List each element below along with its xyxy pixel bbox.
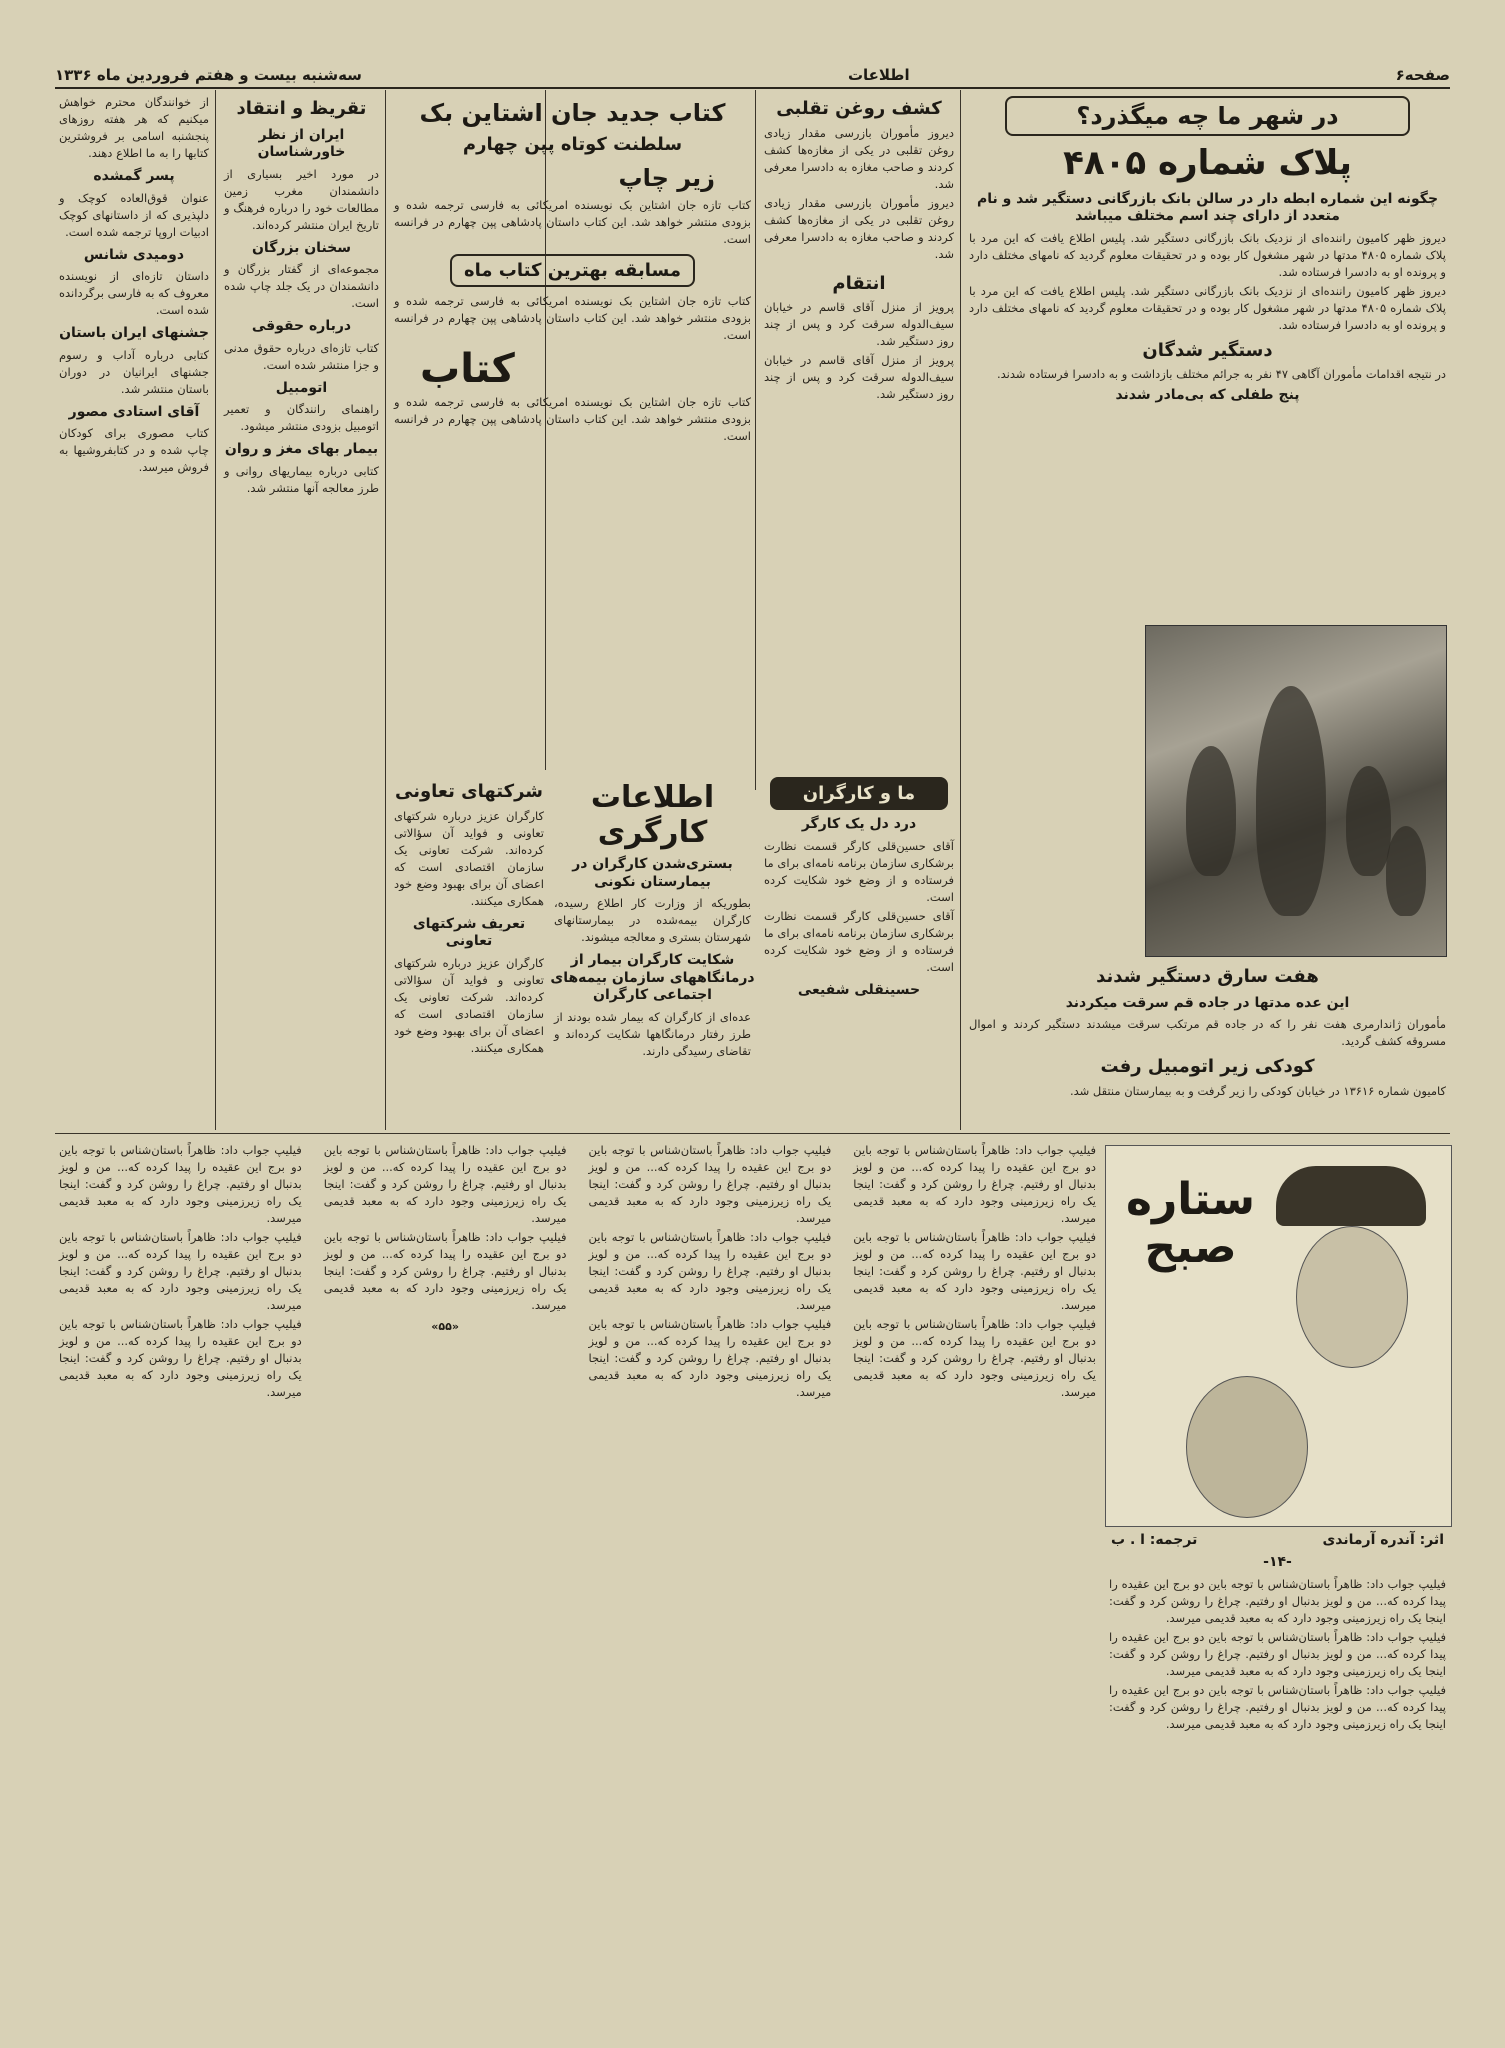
serial-translator: ترجمه: ا . ب (1111, 1532, 1198, 1548)
far-left-title-3: آقای استادی مصور (68, 403, 200, 420)
face-icon (1296, 1226, 1408, 1368)
photo-caption: پنج طفلی که بی‌مادر شدند (1115, 387, 1300, 403)
date-line: سه‌شنبه بیست و هفتم فروردین ماه ۱۳۳۶ (55, 66, 362, 84)
section-rule (55, 1133, 1450, 1134)
serial-col-4-text: فیلیپ جواب داد: ظاهراً باستان‌شناس با توجه باین دو برج این عقیده را پیدا کرده که... من و لویز بدنبال او رفتیم. چراغ را روشن کرد و گفت: اینجا یک راه زیرزمینی وجود دارد که به معبد قدیمی میرسد. (59, 1143, 302, 1225)
under-print-label: زیر چاپ (618, 163, 715, 192)
books-headline: کتاب جدید جان اشتاین بک (419, 99, 726, 127)
revenge-body: پرویز از منزل آقای قاسم در خیابان سیف‌الدوله سرقت کرد و پس از چند روز دستگیر شد. (764, 300, 954, 348)
serial-col-4-text-c: فیلیپ جواب داد: ظاهراً باستان‌شناس با توجه باین دو برج این عقیده را پیدا کرده که... من و لویز بدنبال او رفتیم. چراغ را روشن کرد و گفت: اینجا یک راه زیرزمینی وجود دارد که به معبد قدیمی میرسد. (59, 1317, 302, 1399)
serial-logo-line2: صبح (1144, 1222, 1237, 1274)
workers-box-column (760, 775, 958, 1130)
books-body-more: کتاب تازه جان اشتاین بک نویسنده امریکائی به فارسی ترجمه شده و بزودی منتشر خواهد شد. این کتاب داستان پادشاهی پپن چهارم در فرانسه است. (394, 394, 751, 443)
books-body-cont: کتاب تازه جان اشتاین بک نویسنده امریکائی به فارسی ترجمه شده و بزودی منتشر خواهد شد. این کتاب داستان پادشاهی پپن چهارم در فرانسه است. (394, 293, 751, 342)
serial-col-2-text-b: فیلیپ جواب داد: ظاهراً باستان‌شناس با توجه باین دو برج این عقیده را پیدا کرده که... من و لویز بدنبال او رفتیم. چراغ را روشن کرد و گفت: اینجا یک راه زیرزمینی وجود دارد که به معبد قدیمی میرسد. (588, 1230, 832, 1312)
serial-col-1 (849, 1140, 1100, 2030)
we-workers-headline: درد دل یک کارگر (801, 816, 917, 832)
coop-headline: شرکتهای تعاونی (395, 781, 543, 802)
thieves-body: مأموران ژاندارمری هفت نفر را که در جاده قم مرتکب سرقت میشدند دستگیر کردند و اموال مسروقه کشف گردید. (969, 1017, 1446, 1048)
labor-body-2: عده‌ای از کارگران که بیمار شده بودند از طرز رفتار درمانگاهها شکایت کرده‌اند و تقاضای رسیدگی دارند. (554, 1009, 751, 1058)
review-title-4: بیمار بهای مغز و روان (224, 441, 379, 457)
column-rule (385, 90, 386, 1130)
we-workers-signature: حسینقلی شفیعی (797, 981, 921, 998)
reviews-headline: تقریظ و انتقاد (236, 98, 367, 119)
child-headline: کودکی زیر اتومبیل رفت (1100, 1056, 1315, 1077)
serial-col-2-text-c: فیلیپ جواب داد: ظاهراً باستان‌شناس با توجه باین دو برج این عقیده را پیدا کرده که... من و لویز بدنبال او رفتیم. چراغ را روشن کرد و گفت: اینجا یک راه زیرزمینی وجود دارد که به معبد قدیمی میرسد. (588, 1317, 832, 1399)
serial-col-3-text: فیلیپ جواب داد: ظاهراً باستان‌شناس با توجه باین دو برج این عقیده را پیدا کرده که... من و لویز بدنبال او رفتیم. چراغ را روشن کرد و گفت: اینجا یک راه زیرزمینی وجود دارد که به معبد قدیمی میرسد. (323, 1143, 567, 1225)
review-body-3: راهنمای رانندگان و تعمیر اتومبیل بزودی منتشر میشود. (224, 402, 379, 433)
labor-news-column (550, 780, 755, 1130)
children-photo (1145, 625, 1447, 957)
far-left-body-0: عنوان قوق‌العاده کوچک و دلپذیری که از داستانهای کوچک ادبیات اروپا ترجمه شده است. (59, 190, 209, 239)
we-workers-body-cont: آقای حسین‌قلی کارگر قسمت نظارت برشکاری سازمان برنامه نامه‌ای برای ما فرستاده و از وضع خود شکایت کرده است. (764, 908, 954, 974)
books-body: کتاب تازه جان اشتاین بک نویسنده امریکائی به فارسی ترجمه شده و بزودی منتشر خواهد شد. این کتاب داستان پادشاهی پپن چهارم در فرانسه است. (394, 197, 751, 246)
paper-name: اطلاعات (847, 66, 910, 84)
serial-body-more: فیلیپ جواب داد: ظاهراً باستان‌شناس با توجه باین دو برج این عقیده را پیدا کرده که... من و لویز بدنبال او رفتیم. چراغ را روشن کرد و گفت: اینجا یک راه زیرزمینی وجود دارد که به معبد قدیمی میرسد. (1109, 1682, 1446, 1731)
city-banner: در شهر ما چه میگذرد؟ (1005, 96, 1410, 136)
coop-sub1: تعریف شرکتهای تعاونی (412, 915, 526, 949)
serial-col-3 (320, 1140, 571, 2030)
police-column (760, 92, 958, 792)
oil-body-cont: دیروز مأموران بازرسی مقدار زیادی روغن تقلبی در یکی از مغازه‌ها کشف کردند و صاحب مغازه به دادسرا معرفی شد. (764, 195, 954, 261)
revenge-headline: انتقام (832, 272, 886, 294)
oil-body: دیروز مأموران بازرسی مقدار زیادی روغن تقلبی در یکی از مغازه‌ها کشف کردند و صاحب مغازه به دادسرا معرفی شد. (764, 125, 954, 191)
serial-col-2 (585, 1140, 836, 2030)
column-rule (215, 90, 216, 1130)
serial-col-1-text-b: فیلیپ جواب داد: ظاهراً باستان‌شناس با توجه باین دو برج این عقیده را پیدا کرده که... من و لویز بدنبال او رفتیم. چراغ را روشن کرد و گفت: اینجا یک راه زیرزمینی وجود دارد که به معبد قدیمی میرسد. (853, 1230, 1096, 1312)
masthead-bar (55, 58, 1450, 89)
serial-col-1-text-c: فیلیپ جواب داد: ظاهراً باستان‌شناس با توجه باین دو برج این عقیده را پیدا کرده که... من و لویز بدنبال او رفتیم. چراغ را روشن کرد و گفت: اینجا یک راه زیرزمینی وجود دارد که به معبد قدیمی میرسد. (853, 1317, 1096, 1399)
we-workers-box: ما و کارگران (770, 777, 948, 810)
far-left-title-0: پسر گمشده (93, 168, 175, 184)
review-title-2: درباره حقوقی (251, 318, 352, 334)
child-body: کامیون شماره ۱۳۶۱۶ در خیابان کودکی را زیر گرفت و به بیمارستان منتقل شد. (1069, 1083, 1446, 1098)
serial-author: اثر: آندره آرماندی (1322, 1532, 1444, 1548)
far-left-body-3: کتاب مصوری برای کودکان چاپ شده و در کتابفروشیها به فروش میرسد. (59, 426, 209, 474)
coop-body-cont: کارگران عزیز درباره شرکتهای تعاونی و فواید آن سؤالاتی کرده‌اند. شرکت تعاونی یک سازمان اقتصادی است که اعضای آن برای بهبود وضع خود همکاری میکنند. (394, 955, 544, 1055)
serial-col-4-text-b: فیلیپ جواب داد: ظاهراً باستان‌شناس با توجه باین دو برج این عقیده را پیدا کرده که... من و لویز بدنبال او رفتیم. چراغ را روشن کرد و گفت: اینجا یک راه زیرزمینی وجود دارد که به معبد قدیمی میرسد. (59, 1230, 302, 1312)
thieves-subhead: این عده مدتها در جاده قم سرقت میکردند (1065, 994, 1350, 1011)
serial-col-1-text: فیلیپ جواب داد: ظاهراً باستان‌شناس با توجه باین دو برج این عقیده را پیدا کرده که... من و لویز بدنبال او رفتیم. چراغ را روشن کرد و گفت: اینجا یک راه زیرزمینی وجود دارد که به معبد قدیمی میرسد. (853, 1143, 1096, 1225)
thieves-headline: هفت سارق دستگیر شدند (1096, 966, 1319, 987)
serial-episode: -۱۴- (1263, 1554, 1292, 1570)
we-workers-body: آقای حسین‌قلی کارگر قسمت نظارت برشکاری سازمان برنامه نامه‌ای برای ما فرستاده و از وضع خود شکایت کرده است. (764, 838, 954, 904)
column-rule (755, 90, 756, 790)
serial-illustration (1105, 1145, 1452, 1527)
woman-face-icon (1186, 1376, 1308, 1518)
column-rule (960, 90, 961, 1130)
city-headline: پلاک شماره ۴۸۰۵ (1063, 143, 1352, 183)
review-title-1: سخنان بزرگان (251, 239, 352, 256)
arrested-body: در نتیجه اقدامات مأموران آگاهی ۴۷ نفر به جرائم مختلف بازداشت و به دادسرا فرستاده شدند. (996, 367, 1446, 381)
books-subhead: سلطنت کوتاه پپن چهارم (462, 134, 683, 155)
far-left-intro: از خوانندگان محترم خواهش میکنیم که هر هفته روزهای پنجشنبه اسامی بر فروشترین کتابها را به ما اطلاع دهند. (59, 95, 209, 160)
serial-body-cont: فیلیپ جواب داد: ظاهراً باستان‌شناس با توجه باین دو برج این عقیده را پیدا کرده که... من و لویز بدنبال او رفتیم. چراغ را روشن کرد و گفت: اینجا یک راه زیرزمینی وجود دارد که به معبد قدیمی میرسد. (1109, 1629, 1446, 1678)
book-logo: کتاب (420, 345, 515, 392)
review-body-4: کتابی درباره بیماریهای روانی و طرز معالجه آنها منتشر شد. (224, 463, 379, 495)
city-body-cont: دیروز ظهر کامیون راننده‌ای از نزدیک بانک بازرگانی دستگیر شد. پلیس اطلاع یافت که این مرد با پلاک شماره ۴۸۰۵ مدتها در شهر مشغول کار بوده و در تحقیقات معلوم گردید که نامهای مختلف دارد و پرونده او به دادسرا فرستاده شد. (969, 283, 1446, 332)
contest-box: مسابقه بهترین کتاب ماه (450, 254, 695, 287)
review-body-1: مجموعه‌ای از گفتار بزرگان و دانشمندان در یک جلد چاپ شده است. (224, 262, 379, 310)
far-left-title-2: جشنهای ایران باستان (59, 325, 209, 341)
arrested-headline: دستگیر شدگان (1142, 339, 1273, 361)
labor-body-1: بطوریکه از وزارت کار اطلاع رسیده، کارگران بیمه‌شده در بیمارستانهای شهرستان بستری و معالجه میشوند. (554, 896, 751, 944)
oil-headline: کشف روغن تقلبی (776, 98, 942, 119)
revenge-body-cont: پرویز از منزل آقای قاسم در خیابان سیف‌الدوله سرقت کرد و پس از چند روز دستگیر شد. (764, 353, 954, 401)
city-subhead: چگونه این شماره ابطه دار در سالن بانک بازرگانی دستگیر شد و نام متعدد از دارای چند اسم مختلف میباشد (976, 190, 1439, 224)
page-label: صفحه۶ (1395, 66, 1450, 84)
reviews-column (220, 92, 383, 1132)
cooperatives-column (390, 775, 548, 1130)
review-body-0: در مورد اخیر بسیاری از دانشمندان مغرب زمین مطالعات خود را درباره فرهنگ و تاریخ ایران منتشر کرده‌اند. (224, 166, 379, 232)
serial-logo-line1: ستاره (1126, 1174, 1256, 1225)
serial-logo (1126, 1176, 1255, 1273)
far-left-title-1: دومیدی شانس (83, 246, 185, 263)
labor-headline-1: بستری‌شدن کارگران در بیمارستان نکونی (572, 856, 733, 890)
review-title-3: اتومبیل (275, 379, 328, 396)
serial-col-3-text-b: فیلیپ جواب داد: ظاهراً باستان‌شناس با توجه باین دو برج این عقیده را پیدا کرده که... من و لویز بدنبال او رفتیم. چراغ را روشن کرد و گفت: اینجا یک راه زیرزمینی وجود دارد که به معبد قدیمی میرسد. (323, 1230, 567, 1312)
thieves-section (965, 960, 1450, 1130)
review-title-0: ایران از نظر خاورشناسان (257, 126, 346, 160)
serial-meta (1105, 1530, 1450, 2030)
coop-body: کارگران عزیز درباره شرکتهای تعاونی و فواید آن سؤالاتی کرده‌اند. شرکت تعاونی یک سازمان اقتصادی است که اعضای آن برای بهبود وضع خود همکاری میکنند. (394, 808, 544, 908)
captain-hat-icon (1276, 1166, 1426, 1226)
books-column (390, 92, 755, 772)
far-left-column (55, 92, 213, 1132)
serial-col-2-text: فیلیپ جواب داد: ظاهراً باستان‌شناس با توجه باین دو برج این عقیده را پیدا کرده که... من و لویز بدنبال او رفتیم. چراغ را روشن کرد و گفت: اینجا یک راه زیرزمینی وجود دارد که به معبد قدیمی میرسد. (588, 1143, 832, 1225)
serial-page-number: «۵۵» (431, 1320, 459, 1333)
review-body-2: کتاب تازه‌ای درباره حقوق مدنی و جزا منتشر شده است. (224, 340, 379, 372)
serial-columns (55, 1140, 1100, 2030)
labor-headline-2: شکایت کارگران بیمار از درمانگاههای سازمان بیمه‌های اجتماعی کارگران (550, 952, 755, 1003)
far-left-body-1: داستان تازه‌ای از نویسنده معروف که به فارسی برگردانده شده است. (59, 269, 209, 317)
labor-logo: اطلاعات کارگری (590, 780, 715, 850)
city-body: دیروز ظهر کامیون راننده‌ای از نزدیک بانک بازرگانی دستگیر شد. پلیس اطلاع یافت که این مرد با پلاک شماره ۴۸۰۵ مدتها در شهر مشغول کار بوده و در تحقیقات معلوم گردید که نامهای مختلف دارد و پرونده او به دادسرا فرستاده شد. (969, 230, 1446, 279)
serial-body: فیلیپ جواب داد: ظاهراً باستان‌شناس با توجه باین دو برج این عقیده را پیدا کرده که... من و لویز بدنبال او رفتیم. چراغ را روشن کرد و گفت: اینجا یک راه زیرزمینی وجود دارد که به معبد قدیمی میرسد. (1109, 1576, 1446, 1625)
serial-col-4 (55, 1140, 306, 2030)
far-left-body-2: کتابی درباره آداب و رسوم جشنهای ایرانیان در دوران باستان منتشر شد. (59, 347, 209, 396)
